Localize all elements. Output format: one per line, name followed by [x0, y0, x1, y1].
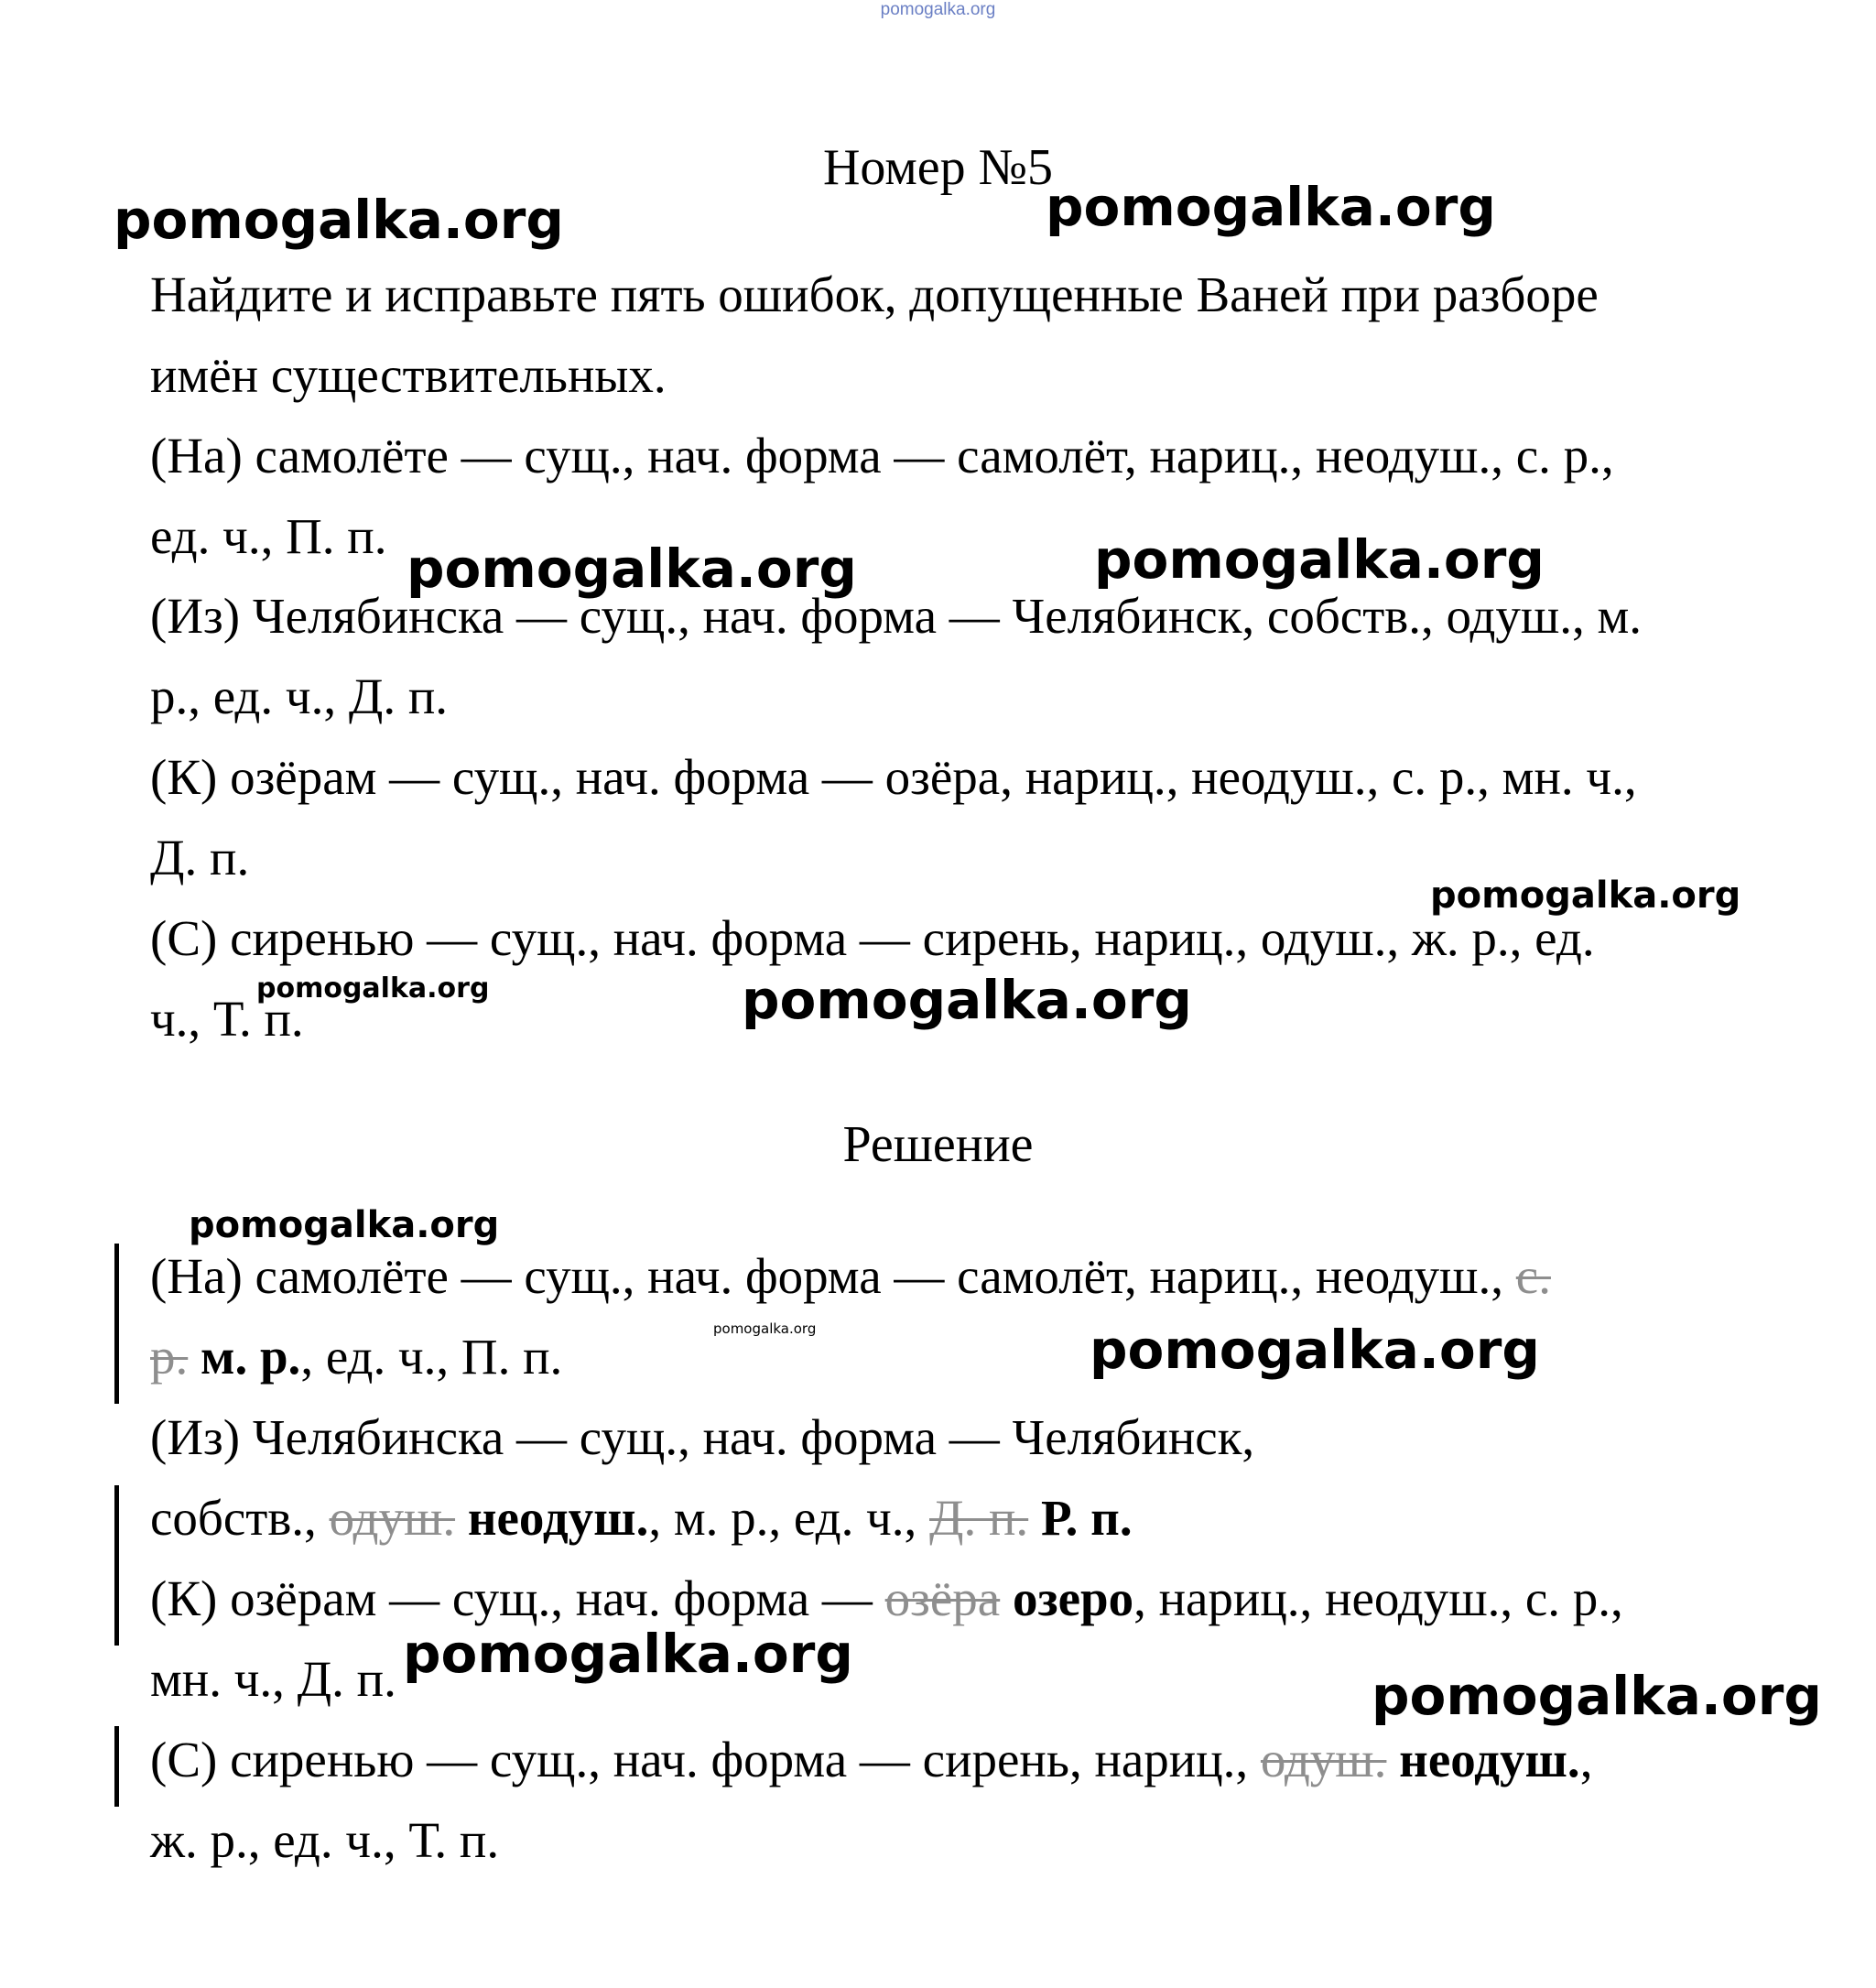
watermark: pomogalka.org: [1046, 176, 1496, 238]
solution-line: (Из) Челябинска — сущ., нач. форма — Челябинск,: [150, 1409, 1255, 1465]
task-item-line: (С) сиренью — сущ., нач. форма — сирень, нариц., одуш., ж. р., ед.: [150, 910, 1595, 966]
solution-title: Решение: [842, 1116, 1034, 1173]
struck-error: одуш.: [1260, 1732, 1387, 1787]
task-item-line: р., ед. ч., Д. п.: [150, 668, 449, 724]
struck-error: одуш.: [329, 1490, 456, 1546]
watermark: pomogalka.org: [713, 1320, 817, 1337]
correction-text: м. р.: [201, 1329, 301, 1385]
task-item-line: ед. ч., П. п.: [150, 508, 387, 564]
solution-text: (К) озёрам — сущ., нач. форма —: [150, 1570, 885, 1626]
solution-text: , нариц., неодуш., с. р.,: [1133, 1570, 1623, 1626]
correction-bar: [114, 1485, 119, 1646]
solution-text: , ед. ч., П. п.: [300, 1329, 563, 1385]
correction-bar: [114, 1244, 119, 1404]
solution-text: , м. р., ед. ч.,: [648, 1490, 929, 1546]
watermark: pomogalka.org: [189, 1204, 500, 1246]
watermark: pomogalka.org: [1090, 1319, 1540, 1381]
watermark: pomogalka.org: [114, 189, 564, 251]
watermark: pomogalka.org: [403, 1623, 853, 1685]
task-item-line: (К) озёрам — сущ., нач. форма — озёра, нариц., неодуш., с. р., мн. ч.,: [150, 749, 1637, 805]
struck-error: Д. п.: [928, 1490, 1029, 1546]
watermark: pomogalka.org: [1372, 1665, 1822, 1727]
solution-line: [150, 1330, 562, 1385]
struck-error: с.: [1515, 1248, 1551, 1304]
task-item-line: ч., Т. п.: [150, 991, 304, 1047]
correction-bar: [114, 1726, 119, 1807]
watermark: pomogalka.org: [256, 972, 490, 1005]
task-item-line: (На) самолёте — сущ., нач. форма — самолёт, нариц., неодуш., с. р.,: [150, 428, 1614, 483]
solution-text: собств.,: [150, 1490, 330, 1546]
task-item-line: (Из) Челябинска — сущ., нач. форма — Челябинск, собств., одуш., м.: [150, 588, 1643, 644]
correction-text: неодуш.: [1399, 1732, 1580, 1787]
source-link[interactable]: pomogalka.org: [880, 0, 996, 19]
solution-text: ,: [1579, 1732, 1593, 1787]
solution-line: мн. ч., Д. п.: [150, 1651, 396, 1707]
correction-text: Р. п.: [1040, 1490, 1133, 1546]
task-text-line: Найдите и исправьте пять ошибок, допущенные Ваней при разборе: [150, 266, 1599, 322]
page-title: Номер №5: [822, 139, 1054, 196]
struck-error: озёра: [884, 1570, 1001, 1626]
correction-text: озеро: [1012, 1570, 1134, 1626]
correction-text: неодуш.: [467, 1490, 649, 1546]
watermark: pomogalka.org: [1430, 875, 1741, 917]
solution-line: ж. р., ед. ч., Т. п.: [150, 1812, 500, 1868]
task-item-line: Д. п.: [150, 830, 250, 885]
watermark: pomogalka.org: [407, 538, 857, 600]
solution-line: [150, 1571, 1623, 1626]
watermark: pomogalka.org: [1094, 528, 1545, 591]
solution-line: [150, 1491, 1133, 1546]
solution-line: [150, 1733, 1592, 1787]
watermark: pomogalka.org: [742, 969, 1192, 1031]
solution-text: (С) сиренью — сущ., нач. форма — сирень, нариц.,: [150, 1732, 1261, 1787]
struck-error: р.: [150, 1329, 189, 1385]
task-text-line: имён существительных.: [150, 347, 667, 403]
solution-line: [150, 1249, 1551, 1304]
solution-text: (На) самолёте — сущ., нач. форма — самолёт, нариц., неодуш.,: [150, 1248, 1516, 1304]
